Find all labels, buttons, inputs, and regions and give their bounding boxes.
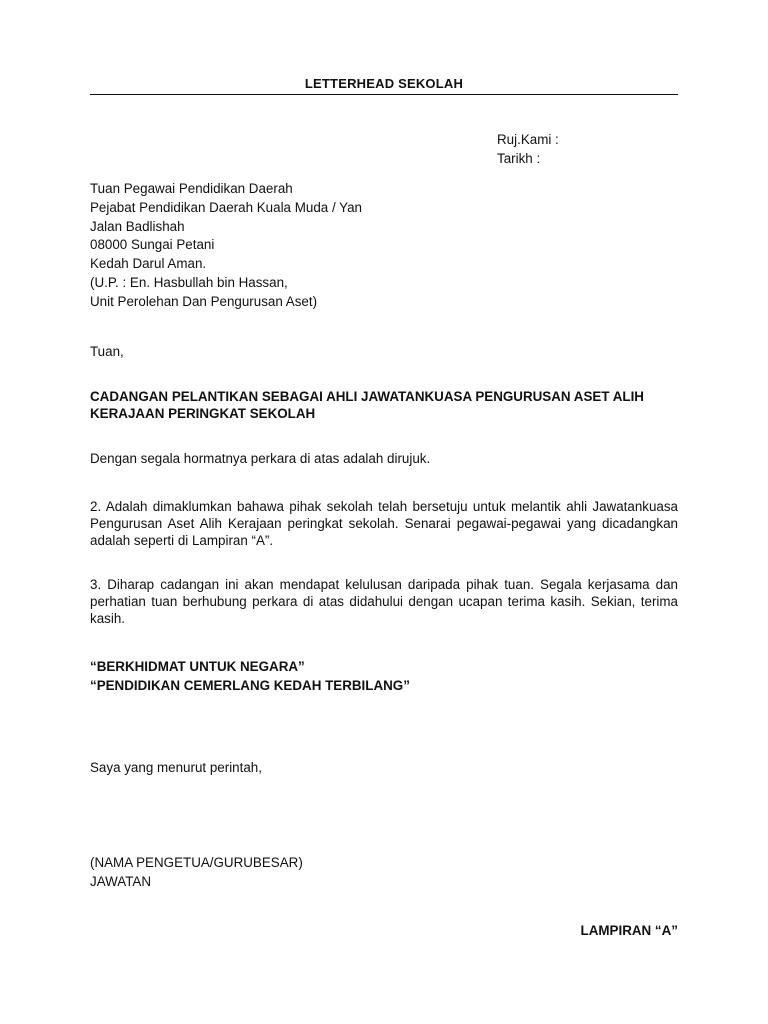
paragraph-2: 2. Adalah dimaklumkan bahawa pihak sekolah telah bersetuju untuk melantik ahli Jawatankuasa Pengurusan Aset Alih Kerajaan peringkat sekolah. Senarai pegawai-pegawai yang dicadangkan adalah seperti di Lampiran “A”. (90, 499, 678, 548)
tarikh-label: Tarikh : (497, 151, 541, 166)
ruj-kami-label: Ruj.Kami : (497, 132, 559, 147)
signature-block (90, 854, 303, 891)
address-line: Kedah Darul Aman. (90, 256, 207, 272)
motto-line: “PENDIDIKAN CEMERLANG KEDAH TERBILANG” (90, 677, 410, 693)
address-line: Tuan Pegawai Pendidikan Daerah (90, 181, 293, 196)
letterhead-title: LETTERHEAD SEKOLAH (304, 76, 464, 91)
signatory-position: JAWATAN (90, 873, 151, 889)
motto-line: “BERKHIDMAT UNTUK NEGARA” (90, 659, 305, 674)
address-line: (U.P. : En. Hasbullah bin Hassan, (90, 274, 288, 290)
motto-block (90, 658, 410, 695)
letterhead-rule (90, 94, 678, 95)
address-line: 08000 Sungai Petani (90, 237, 215, 253)
address-line: Jalan Badlishah (90, 218, 185, 234)
signatory-name: (NAMA PENGETUA/GURUBESAR) (90, 855, 303, 870)
paragraph-intro: Dengan segala hormatnya perkara di atas adalah dirujuk. (90, 451, 431, 466)
salutation: Tuan, (90, 344, 124, 359)
address-line: Pejabat Pendidikan Daerah Kuala Muda / Yan (90, 199, 362, 215)
closing-phrase: Saya yang menurut perintah, (90, 760, 262, 775)
paragraph-3: 3. Diharap cadangan ini akan mendapat kelulusan daripada pihak tuan. Segala kerjasama dan perhatian tuan berhubung perkara di atas didahului dengan ucapan terima kasih. Sekian, terima kasih. (90, 577, 678, 626)
letter-subject: CADANGAN PELANTIKAN SEBAGAI AHLI JAWATANKUASA PENGURUSAN ASET ALIH KERAJAAN PERINGKAT SEKOLAH (90, 389, 644, 421)
address-line: Unit Perolehan Dan Pengurusan Aset) (90, 293, 318, 309)
attachment-label: LAMPIRAN “A” (580, 923, 678, 938)
recipient-address (90, 180, 362, 312)
reference-block (497, 130, 559, 168)
